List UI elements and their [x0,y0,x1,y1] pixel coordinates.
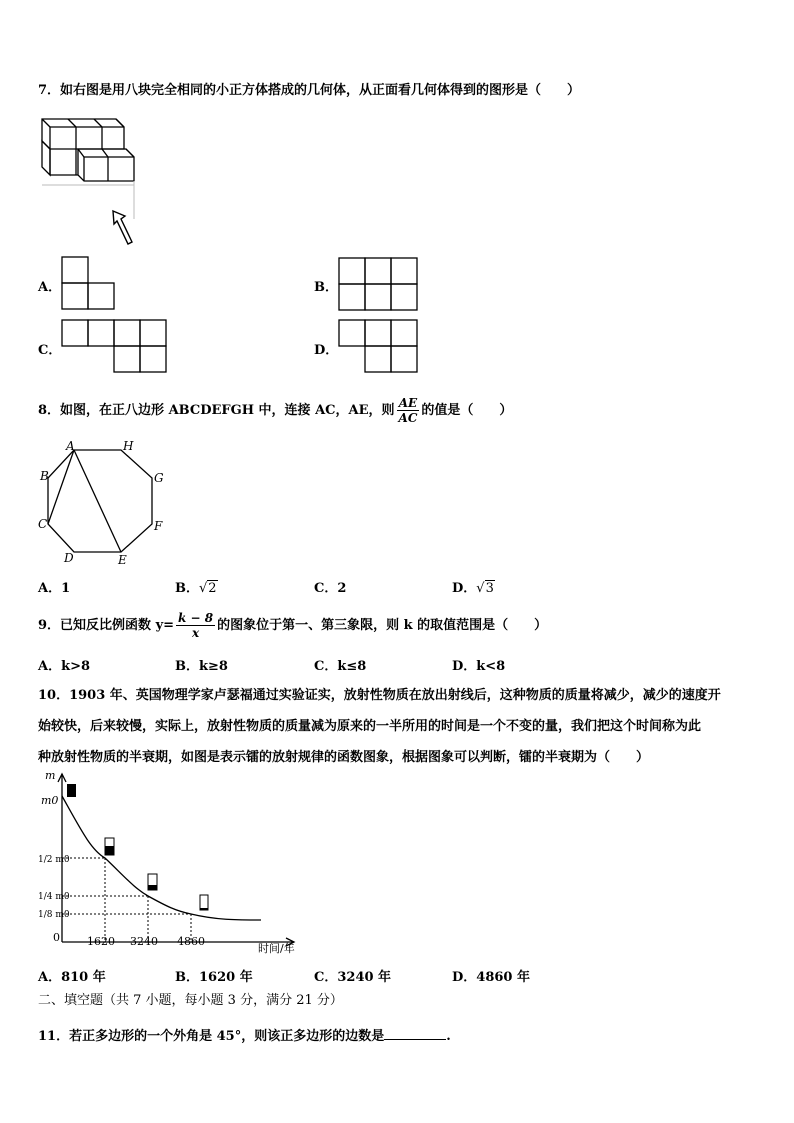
q8-option-a[interactable]: A．1 [38,581,71,596]
decay-graph [36,770,306,960]
q11-stem-end: . [446,1029,451,1044]
q10-option-d[interactable]: D．4860 年 [452,970,530,985]
q11-stem [38,1027,451,1046]
q7-option-c-label: C． [38,343,62,358]
q10-option-b[interactable]: B．1620 年 [175,970,253,985]
q8-option-b-value: 2 [208,581,217,596]
q8-frac-den: AC [398,411,418,425]
q8-fraction [397,396,420,425]
graph-origin: 0 [53,931,60,944]
section-title-fill-in: 二、填空题（共 7 小题，每小题 3 分，满分 21 分） [38,993,343,1008]
q10-line-1: 10．1903 年、英国物理学家卢瑟福通过实验证实，放射性物质在放出射线后，这种物质的质量将减少，减少的速度开 [38,688,721,703]
vertex-h: H [123,439,134,453]
q8-frac-num: AE [397,396,420,411]
q8-option-c[interactable]: C．2 [314,581,347,596]
graph-y-axis-label: m [45,769,56,782]
q11-answer-blank[interactable] [384,1027,446,1040]
vertex-c: C [38,517,48,531]
q9-option-d[interactable]: D．k<8 [452,659,506,674]
q9-stem [38,611,547,641]
q9-frac-num: k − 8 [178,611,214,625]
graph-y-tick-half: 1/2 m0 [38,855,70,865]
q8-stem-after: 的值是（ ） [421,403,513,418]
q7-option-a-figure[interactable] [61,256,121,316]
q8-option-d-label: D． [452,581,477,596]
octagon-figure [36,438,166,568]
q11-stem-text: 11．若正多边形的一个外角是 45°，则该正多边形的边数是 [38,1029,385,1044]
vertex-b: B [40,469,49,483]
vertex-e: E [118,553,127,567]
q8-option-b-label: B． [175,581,199,596]
q7-option-d-figure[interactable] [338,319,420,377]
q9-fraction [176,611,215,640]
sample-icon-quarter [148,874,157,890]
q10-option-c[interactable]: C．3240 年 [314,970,392,985]
graph-x-tick-3240: 3240 [130,935,158,948]
q9-option-a[interactable]: A．k>8 [38,659,91,674]
graph-y-tick-quarter: 1/4 m0 [38,892,70,902]
graph-x-tick-4860: 4860 [177,935,205,948]
q10-line-2: 始较快，后来较慢，实际上，放射性物质的质量减为原来的一半所用的时间是一个不变的量，我们把这个时间称为此 [38,719,702,734]
q7-option-b-label: B． [314,280,338,295]
vertex-a: A [66,439,75,453]
q9-option-b[interactable]: B．k≥8 [175,659,228,674]
q7-option-c-figure[interactable] [61,319,171,377]
q7-option-b-figure[interactable] [338,257,420,315]
q10-line-3: 种放射性物质的半衰期，如图是表示镭的放射规律的函数图象，根据图象可以判断，镭的半衰期为（ ） [38,750,650,765]
vertex-g: G [154,471,164,485]
q8-stem-before: 8．如图，在正八边形 ABCDEFGH 中，连接 AC，AE，则 [38,403,395,418]
sqrt-icon: √ [199,581,208,596]
q8-stem [38,396,512,426]
vertex-f: F [154,519,163,533]
sqrt-icon: √ [476,581,485,596]
q7-option-d-label: D． [314,343,339,358]
graph-x-tick-1620: 1620 [87,935,115,948]
q7-stem: 7．如右图是用八块完全相同的小正方体搭成的几何体，从正面看几何体得到的图形是（ ） [38,83,581,98]
sample-icon-full [67,784,76,797]
q8-option-d[interactable] [452,577,495,596]
view-direction-arrow-icon [108,208,148,248]
sample-icon-eighth [200,895,208,910]
q9-option-c[interactable]: C．k≤8 [314,659,367,674]
q9-stem-before: 9．已知反比例函数 y= [38,618,175,633]
q8-option-b[interactable] [175,577,218,596]
graph-y-tick-eighth: 1/8 m0 [38,910,70,920]
graph-y-tick-m0: m0 [41,794,59,807]
q9-frac-den: x [191,626,200,640]
vertex-d: D [64,551,74,565]
sample-icon-half [105,838,114,855]
q7-option-a-label: A． [38,280,62,295]
q9-stem-after: 的图象位于第一、第三象限，则 k 的取值范围是（ ） [217,618,548,633]
q8-option-d-value: 3 [485,581,494,596]
graph-x-axis-label: 时间/年 [258,942,295,955]
q10-option-a[interactable]: A．810 年 [38,970,106,985]
